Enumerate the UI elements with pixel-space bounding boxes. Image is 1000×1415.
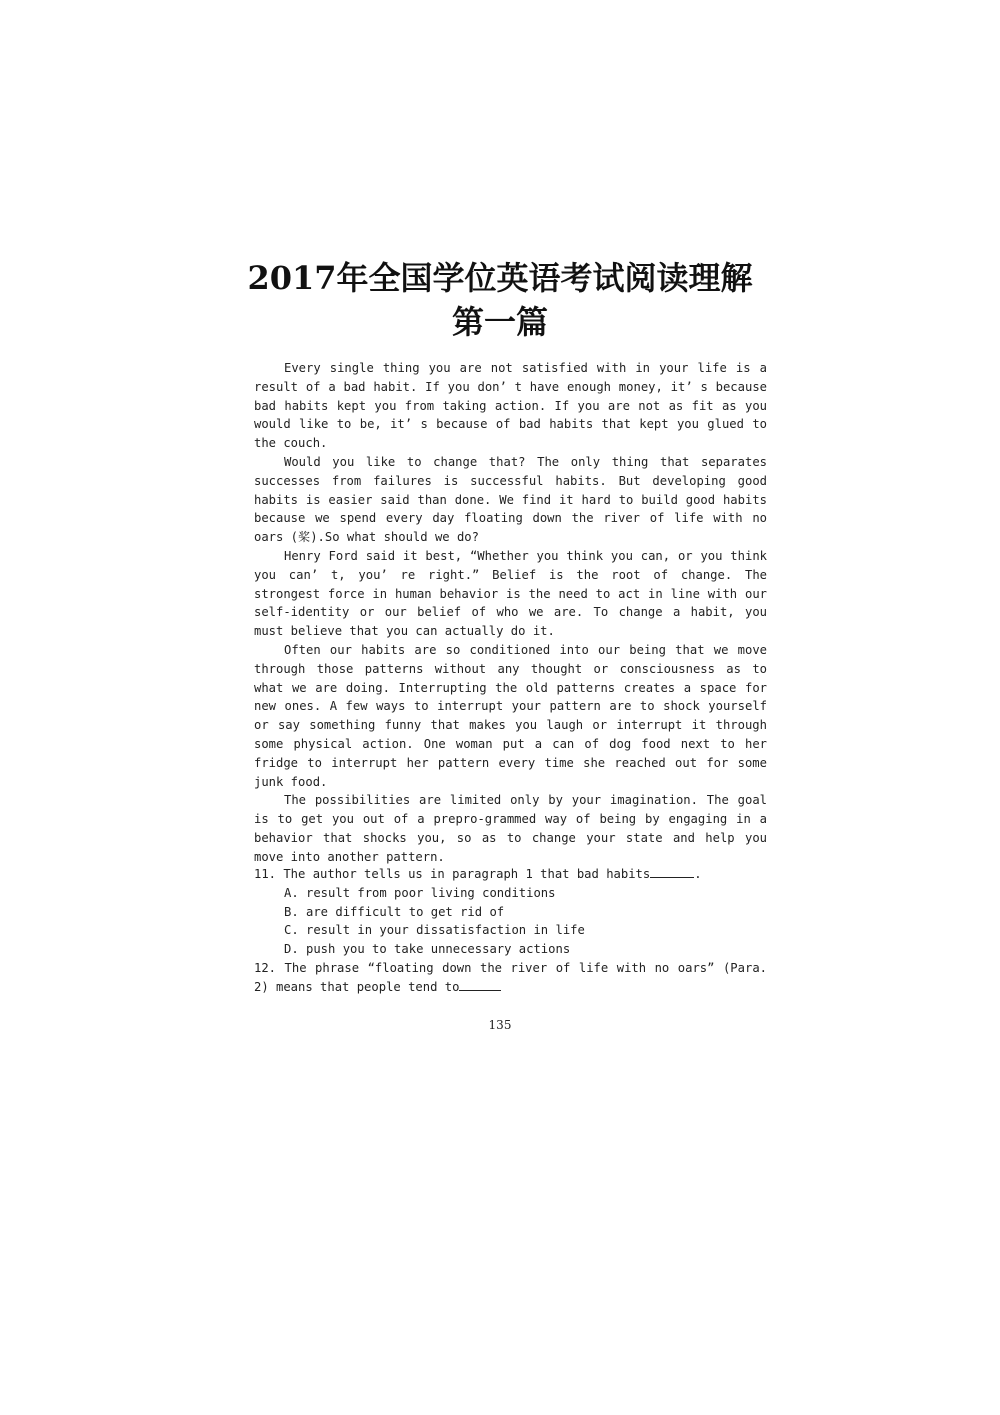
question-11-stem: 11. The author tells us in paragraph 1 that bad habits	[254, 867, 651, 881]
passage-paragraph: The possibilities are limited only by your imagination. The goal is to get you out of a prepro-grammed way of being by engaging in a behavior that shocks you, so as to change your state and help you move into another pattern.	[254, 793, 767, 864]
answer-blank	[650, 865, 694, 878]
document-title: 2017年全国学位英语考试阅读理解	[247, 259, 753, 297]
question-11-option-d: D. push you to take unnecessary actions	[284, 942, 571, 957]
page-number: 135	[488, 1018, 512, 1032]
passage-paragraph: Every single thing you are not satisfied with in your life is a result of a bad habit. If you don’ t have enough money, it’ s because bad habits kept you from taking action. If you are not as fit as you would like to be, it’ s because of bad habits that kept you glued to the couch.	[254, 361, 767, 451]
question-11	[254, 865, 767, 884]
answer-blank	[459, 978, 501, 991]
question-11-option-a: A. result from poor living conditions	[284, 885, 556, 900]
question-12-stem: 12. The phrase “floating down the river of life with no oars” (Para. 2) means that people tend to	[254, 960, 767, 994]
question-11-stem-end: .	[694, 867, 702, 881]
question-11-option-c: C. result in your dissatisfaction in life	[284, 923, 585, 938]
passage-paragraph: Often our habits are so conditioned into our being that we move through those patterns without any thought or consciousness as to what we are doing. Interrupting the old patterns creates a space for new ones. A few ways to interrupt your pattern are to shock yourself or say something funny that makes you laugh or interrupt it through some physical action. One woman put a can of dog food next to her fridge to interrupt her pattern every time she reached out for some junk food.	[254, 642, 767, 789]
question-section	[254, 865, 767, 997]
passage-paragraph: Henry Ford said it best, “Whether you think you can, or you think you can’ t, you’ re right.” Belief is the root of change. The strongest force in human behavior is the need to act in line with our self-identity or our belief of who we are. To change a habit, you must believe that you can actually do it.	[254, 548, 767, 639]
question-12	[254, 959, 767, 997]
passage-paragraph: Would you like to change that? The only thing that separates successes from failures is successful habits. But developing good habits is easier said than done. We find it hard to build good habits because we spend every day floating down the river of life with no oars (桨).So what should we do?	[254, 454, 767, 545]
question-11-option-b: B. are difficult to get rid of	[284, 904, 505, 919]
passage-body	[254, 359, 767, 867]
document-subtitle: 第一篇	[451, 303, 548, 341]
